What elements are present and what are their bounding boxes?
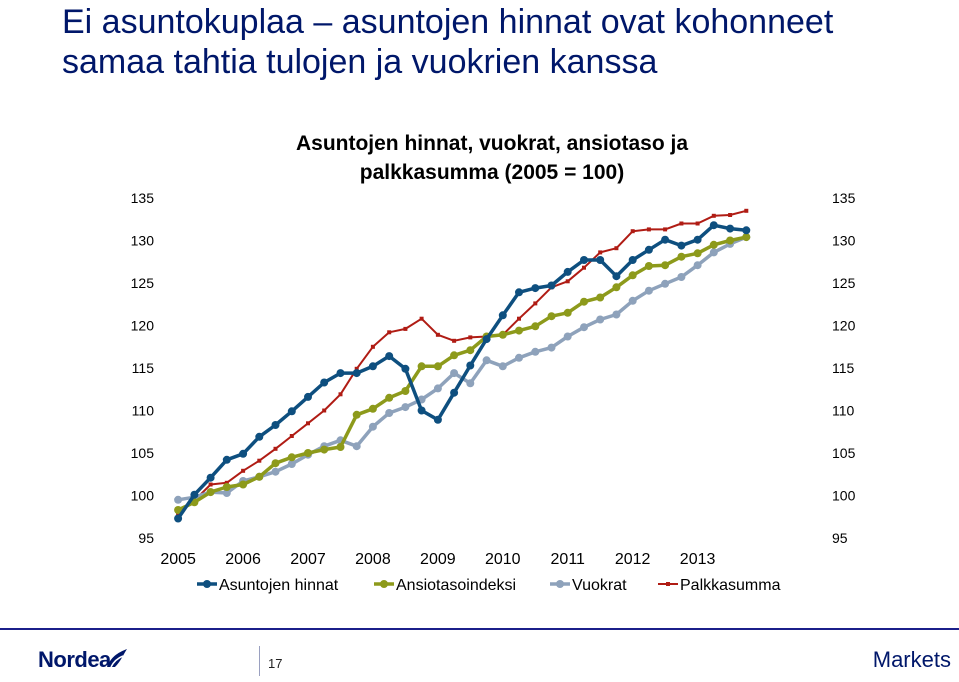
data-point	[548, 344, 556, 352]
data-point	[515, 354, 523, 362]
data-point	[209, 483, 213, 487]
data-point	[499, 362, 507, 370]
data-point	[531, 322, 539, 330]
data-point	[369, 405, 377, 413]
legend-swatch-marker	[666, 582, 670, 586]
slide-title: Ei asuntokuplaa – asuntojen hinnat ovat kohonneet samaa tahtia tulojen ja vuokrien kanssa	[62, 3, 834, 81]
data-point	[696, 222, 700, 226]
data-point	[223, 483, 231, 491]
data-point	[255, 433, 263, 441]
data-point	[679, 222, 683, 226]
data-point	[385, 394, 393, 402]
data-point	[255, 473, 263, 481]
footer-divider	[0, 628, 959, 630]
y-tick-label-left: 125	[130, 275, 154, 291]
x-axis	[160, 551, 715, 568]
x-tick-label: 2006	[225, 551, 261, 568]
legend-label: Asuntojen hinnat	[219, 577, 339, 594]
data-point	[403, 327, 407, 331]
legend-item	[658, 577, 781, 594]
data-point	[353, 369, 361, 377]
data-point	[320, 379, 328, 387]
data-point	[548, 312, 556, 320]
data-point	[272, 459, 280, 467]
x-tick-label: 2012	[614, 551, 651, 568]
data-point	[694, 249, 702, 257]
y-tick-label-left: 130	[130, 232, 154, 249]
legend-item	[197, 577, 339, 594]
y-tick-label-right: 100	[832, 487, 856, 504]
y-tick-label-right: 105	[832, 445, 856, 461]
series-palkkasumma	[176, 209, 748, 516]
data-point	[466, 379, 474, 387]
series-line	[178, 211, 746, 514]
data-point	[661, 261, 669, 269]
data-point	[517, 317, 521, 321]
data-point	[531, 284, 539, 292]
data-point	[612, 272, 620, 280]
data-point	[744, 209, 748, 213]
data-point	[677, 242, 685, 250]
data-point	[726, 225, 734, 233]
data-point	[629, 271, 637, 279]
data-point	[320, 446, 328, 454]
data-point	[434, 384, 442, 392]
data-point	[499, 331, 507, 339]
data-point	[369, 423, 377, 431]
data-point	[304, 393, 312, 401]
page-number: 17	[268, 656, 283, 671]
legend-swatch-marker	[380, 580, 388, 588]
data-point	[450, 369, 458, 377]
data-point	[596, 316, 604, 324]
data-point	[645, 246, 653, 254]
data-point	[564, 268, 572, 276]
data-point	[694, 236, 702, 244]
data-point	[436, 333, 440, 337]
y-tick-label-right: 110	[832, 402, 855, 419]
data-point	[531, 348, 539, 356]
nordea-logo: Nordea	[38, 647, 111, 672]
data-point	[564, 333, 572, 341]
x-tick-label: 2010	[484, 551, 521, 568]
series-line	[178, 237, 746, 510]
data-point	[629, 297, 637, 305]
data-point	[645, 262, 653, 270]
data-point	[385, 409, 393, 417]
legend-swatch-marker	[203, 580, 211, 588]
y-tick-label-left: 120	[130, 317, 154, 334]
data-point	[385, 352, 393, 360]
data-point	[710, 241, 718, 249]
data-point	[564, 309, 572, 317]
legend-item	[550, 577, 627, 594]
data-point	[647, 227, 651, 231]
data-point	[371, 345, 375, 349]
series-ansiotasoindeksi	[174, 233, 750, 514]
data-point	[612, 311, 620, 319]
legend-swatch-marker	[556, 580, 564, 588]
data-point	[582, 266, 586, 270]
x-tick-label: 2009	[420, 551, 456, 568]
series-vuokrat	[174, 233, 750, 504]
data-point	[548, 282, 556, 290]
nordea-wing-icon	[105, 647, 129, 669]
data-point	[190, 491, 198, 499]
data-point	[290, 434, 294, 438]
data-point	[339, 392, 343, 396]
data-point	[533, 301, 537, 305]
data-point	[710, 248, 718, 256]
x-tick-label: 2007	[290, 551, 326, 568]
data-point	[612, 283, 620, 291]
data-point	[304, 449, 312, 457]
data-point	[661, 236, 669, 244]
y-tick-label-right: 120	[832, 317, 856, 334]
data-point	[272, 468, 280, 476]
data-point	[306, 421, 310, 425]
data-point	[322, 409, 326, 413]
data-point	[420, 317, 424, 321]
data-point	[710, 221, 718, 229]
data-point	[434, 362, 442, 370]
data-point	[369, 362, 377, 370]
data-point	[580, 256, 588, 264]
series-layer	[174, 209, 750, 523]
data-point	[515, 327, 523, 335]
data-point	[174, 515, 182, 523]
data-point	[207, 488, 215, 496]
y-tick-label-left: 110	[131, 402, 154, 419]
y-tick-label-right: 135	[832, 190, 856, 206]
data-point	[401, 365, 409, 373]
data-point	[468, 335, 472, 339]
data-point	[726, 237, 734, 245]
data-point	[223, 456, 231, 464]
data-point	[337, 443, 345, 451]
data-point	[677, 253, 685, 261]
data-point	[614, 246, 618, 250]
data-point	[174, 496, 182, 504]
data-point	[272, 421, 280, 429]
y-tick-label-right: 125	[832, 275, 856, 291]
data-point	[580, 298, 588, 306]
y-tick-label-left: 95	[138, 530, 154, 546]
legend-label: Palkkasumma	[680, 577, 781, 594]
data-point	[629, 256, 637, 264]
page-separator	[259, 646, 260, 676]
data-point	[466, 346, 474, 354]
x-tick-label: 2011	[550, 551, 585, 568]
data-point	[566, 279, 570, 283]
data-point	[483, 356, 491, 364]
legend	[197, 577, 781, 594]
data-point	[631, 229, 635, 233]
data-point	[239, 450, 247, 458]
y-axis-right	[832, 190, 856, 546]
data-point	[387, 330, 391, 334]
data-point	[452, 339, 456, 343]
data-point	[661, 280, 669, 288]
y-tick-label-right: 115	[832, 360, 855, 376]
data-point	[742, 226, 750, 234]
data-point	[401, 403, 409, 411]
chart-title-line: Asuntojen hinnat, vuokrat, ansiotaso ja	[295, 132, 689, 155]
data-point	[257, 459, 261, 463]
data-point	[239, 481, 247, 489]
data-point	[450, 351, 458, 359]
data-point	[241, 469, 245, 473]
data-point	[418, 362, 426, 370]
data-point	[401, 387, 409, 395]
x-tick-label: 2008	[355, 551, 391, 568]
data-point	[645, 287, 653, 295]
data-point	[598, 250, 602, 254]
data-point	[580, 323, 588, 331]
data-point	[677, 273, 685, 281]
markets-brand: Markets	[872, 647, 951, 672]
data-point	[694, 261, 702, 269]
data-point	[663, 227, 667, 231]
y-tick-label-left: 115	[131, 360, 154, 376]
y-tick-label-left: 105	[130, 445, 154, 461]
chart-title-line: palkkasumma (2005 = 100)	[359, 161, 625, 184]
y-tick-label-left: 100	[130, 487, 154, 504]
data-point	[288, 453, 296, 461]
data-point	[434, 416, 442, 424]
data-point	[728, 213, 732, 217]
data-point	[207, 474, 215, 482]
data-point	[515, 288, 523, 296]
x-tick-label: 2013	[679, 551, 716, 568]
data-point	[483, 335, 491, 343]
data-point	[274, 447, 278, 451]
data-point	[450, 389, 458, 397]
data-point	[418, 407, 426, 415]
legend-label: Ansiotasoindeksi	[396, 577, 517, 594]
legend-label: Vuokrat	[572, 577, 627, 594]
y-tick-label-left: 135	[130, 190, 154, 206]
series-line	[178, 237, 746, 500]
data-point	[337, 369, 345, 377]
data-point	[712, 214, 716, 218]
data-point	[499, 311, 507, 319]
y-tick-label-right: 130	[832, 232, 856, 249]
y-axis-left	[131, 190, 155, 546]
data-point	[288, 407, 296, 415]
legend-item	[374, 577, 516, 594]
y-tick-label-right: 95	[832, 530, 848, 546]
data-point	[466, 362, 474, 370]
chart-title	[296, 132, 688, 184]
x-tick-label: 2005	[160, 551, 196, 568]
data-point	[353, 411, 361, 419]
data-point	[353, 442, 361, 450]
data-point	[596, 256, 604, 264]
data-point	[596, 294, 604, 302]
